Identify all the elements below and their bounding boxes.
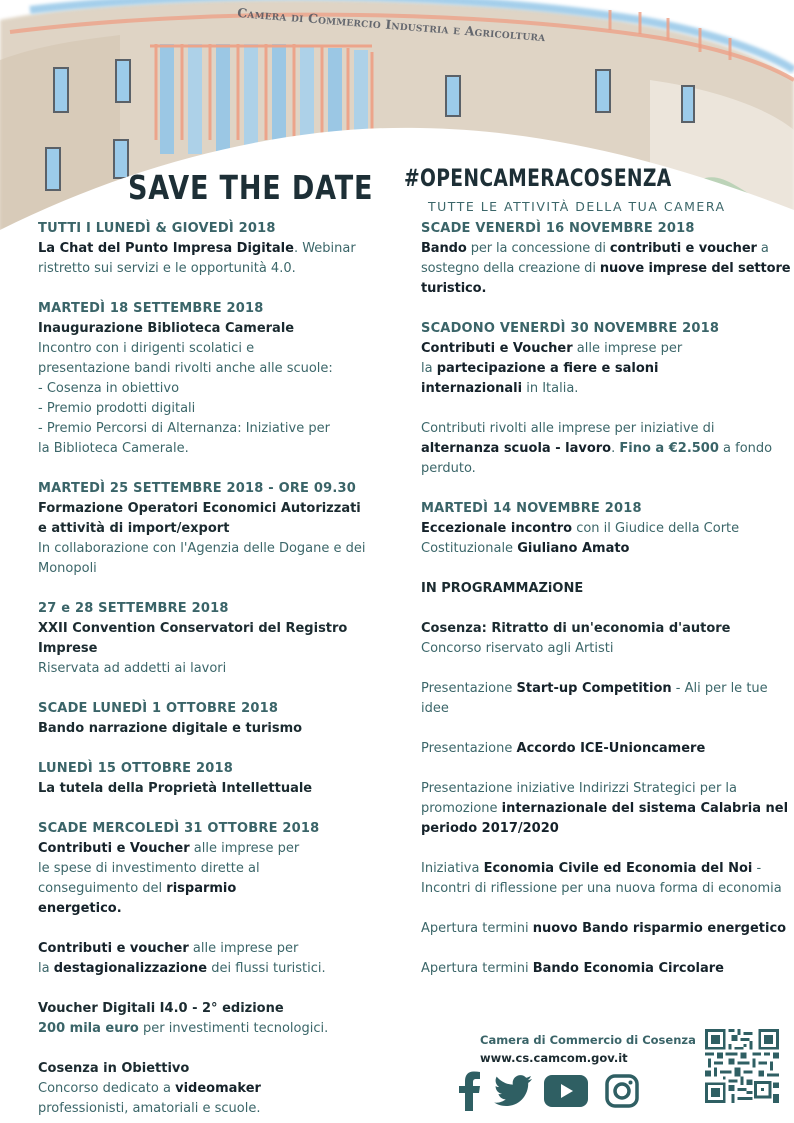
event-description: Riservata ad addetti ai lavori: [38, 661, 227, 676]
event-item: [421, 319, 791, 399]
bold-text: contributi e voucher: [609, 241, 757, 256]
text: per la concessione di: [466, 241, 610, 256]
website-link[interactable]: www.cs.camcom.gov.it: [480, 1051, 628, 1065]
bold-text: Contributi e Voucher: [421, 341, 573, 356]
event-item: [38, 599, 383, 679]
event-title: XXII Convention Conservatori del Registro Imprese: [38, 621, 348, 656]
tagline: TUTTE LE ATTIVITÀ DELLA TUA CAMERA: [428, 199, 726, 214]
event-item: [421, 619, 791, 659]
event-title: La tutela della Proprietà Intellettuale: [38, 781, 313, 796]
event-description-line: Incontro con i dirigenti scolatici e: [38, 341, 255, 356]
event-item: [421, 419, 791, 479]
section-title: IN PROGRAMMAZiONE: [421, 581, 584, 596]
bold-text: energetico.: [38, 901, 122, 916]
organization-name: Camera di Commercio di Cosenza: [480, 1033, 696, 1047]
bold-text: Fino a €2.500: [619, 441, 719, 456]
text: Presentazione: [421, 741, 517, 756]
text: Contributi rivolti alle imprese per iniziative di: [421, 421, 715, 436]
text: alle imprese per: [189, 841, 300, 856]
bold-text: Contributi e Voucher: [38, 841, 190, 856]
bold-text: videomaker: [175, 1081, 261, 1096]
building-watercolor-illustration: [0, 0, 794, 230]
event-item: [38, 699, 383, 739]
event-item: [421, 739, 791, 759]
event-item: [38, 819, 383, 919]
building-inscription: Camera di Commercio Industria e Agricoltura: [236, 5, 547, 45]
event-title: La Chat del Punto Impresa Digitale: [38, 241, 294, 256]
event-item: [38, 759, 383, 799]
twitter-link[interactable]: [494, 1070, 532, 1112]
left-column: [38, 219, 383, 1123]
text: a fondo perduto.: [421, 441, 773, 476]
bold-text: Economia Civile ed Economia del Noi: [483, 861, 753, 876]
bold-text: Bando: [421, 241, 467, 256]
event-item: [421, 919, 791, 939]
text: Presentazione: [421, 681, 517, 696]
facebook-icon: [457, 1071, 481, 1111]
bold-text: alternanza scuola - lavoro: [421, 441, 612, 456]
event-item: [38, 999, 383, 1039]
bold-text: destagionalizzazione: [53, 961, 208, 976]
text: la: [421, 361, 437, 376]
event-description-line: - Premio prodotti digitali: [38, 401, 196, 416]
event-item: [421, 959, 791, 979]
header-illustration: [0, 0, 794, 230]
event-date: TUTTI I LUNEDÌ & GIOVEDÌ 2018: [38, 221, 276, 236]
facebook-link[interactable]: [457, 1070, 481, 1112]
event-title: Cosenza: Ritratto di un'economia d'autore: [421, 621, 731, 636]
text: professionisti, amatoriali e scuole.: [38, 1101, 261, 1116]
text: alle imprese per: [188, 941, 299, 956]
event-date: LUNEDÌ 15 OTTOBRE 2018: [38, 761, 233, 776]
bold-text: internazionale del sistema Calabria nel periodo 2017/2020: [421, 801, 789, 836]
event-title: Bando narrazione digitale e turismo: [38, 721, 303, 736]
section-heading: [421, 579, 791, 599]
text: con il Giudice della Corte Costituzionale: [421, 521, 740, 556]
text: conseguimento del: [38, 881, 167, 896]
bold-text: risparmio: [166, 881, 237, 896]
event-item: [38, 299, 383, 459]
event-item: [421, 679, 791, 719]
text: - Incontri di riflessione per una nuova forma di economia: [421, 861, 782, 896]
event-item: [421, 219, 791, 299]
text: Presentazione iniziative Indirizzi Strategici per la promozione: [421, 781, 737, 816]
event-description: . Webinar ristretto sui servizi e le opportunità 4.0.: [38, 241, 356, 276]
text: in Italia.: [522, 381, 579, 396]
right-column: [421, 219, 791, 999]
event-description-line: la Biblioteca Camerale.: [38, 441, 189, 456]
bold-text: nuove imprese del settore turistico.: [421, 261, 791, 296]
event-item: [38, 219, 383, 279]
event-item: [38, 1059, 383, 1119]
event-item: [38, 939, 383, 979]
event-date: SCADE LUNEDÌ 1 OTTOBRE 2018: [38, 701, 279, 716]
text: Apertura termini: [421, 921, 533, 936]
event-body: [38, 241, 356, 276]
youtube-link[interactable]: [544, 1070, 588, 1112]
event-title-line: e attività di import/export: [38, 521, 230, 536]
event-item: [421, 499, 791, 559]
youtube-icon: [544, 1075, 588, 1107]
bold-text: internazionali: [421, 381, 523, 396]
bold-text: Contributi e voucher: [38, 941, 189, 956]
event-date: SCADONO VENERDÌ 30 NOVEMBRE 2018: [421, 321, 720, 336]
bold-text: 200 mila euro: [38, 1021, 139, 1036]
event-date: 27 e 28 SETTEMBRE 2018: [38, 601, 229, 616]
instagram-link[interactable]: [605, 1070, 639, 1112]
text: per investimenti tecnologici.: [138, 1021, 329, 1036]
instagram-icon: [605, 1074, 639, 1108]
text: la: [38, 961, 54, 976]
event-item: [421, 859, 791, 899]
event-description: In collaborazione con l'Agenzia delle Dogane e dei Monopoli: [38, 541, 366, 576]
text: Apertura termini: [421, 961, 533, 976]
bold-text: Accordo ICE-Unioncamere: [516, 741, 706, 756]
save-the-date-title: SAVE THE DATE: [128, 168, 374, 207]
event-title: Voucher Digitali I4.0 - 2° edizione: [38, 1001, 284, 1016]
event-description: Concorso riservato agli Artisti: [421, 641, 614, 656]
event-description-line: - Cosenza in obiettivo: [38, 381, 180, 396]
text: .: [611, 441, 620, 456]
event-description-line: - Premio Percorsi di Alternanza: Iniziative per: [38, 421, 330, 436]
text: a sostegno della creazione di: [421, 241, 769, 276]
text: le spese di investimento dirette al: [38, 861, 260, 876]
event-title-line: Formazione Operatori Economici Autorizzati: [38, 501, 361, 516]
event-title: Inaugurazione Biblioteca Camerale: [38, 321, 295, 336]
event-description-line: presentazione bandi rivolti anche alle scuole:: [38, 361, 333, 376]
event-item: [38, 479, 383, 579]
bold-text: Bando Economia Circolare: [532, 961, 724, 976]
bold-text: nuovo Bando risparmio energetico: [532, 921, 787, 936]
event-date: MARTEDÌ 18 SETTEMBRE 2018: [38, 301, 264, 316]
text: dei flussi turistici.: [207, 961, 326, 976]
twitter-icon: [494, 1075, 532, 1107]
text: - Ali per le tue idee: [421, 681, 768, 716]
event-date: SCADE VENERDÌ 16 NOVEMBRE 2018: [421, 221, 695, 236]
event-date: SCADE MERCOLEDÌ 31 OTTOBRE 2018: [38, 821, 320, 836]
bold-text: Start-up Competition: [516, 681, 672, 696]
qr-code[interactable]: [705, 1029, 779, 1103]
hashtag-title: #OPENCAMERACOSENZA: [404, 164, 672, 192]
text: Iniziativa: [421, 861, 484, 876]
bold-text: Eccezionale incontro: [421, 521, 573, 536]
text: Concorso dedicato a: [38, 1081, 176, 1096]
bold-text: partecipazione a fiere e saloni: [436, 361, 659, 376]
text: alle imprese per: [572, 341, 683, 356]
event-item: [421, 779, 791, 839]
bold-text: Giuliano Amato: [517, 541, 630, 556]
event-date: MARTEDÌ 14 NOVEMBRE 2018: [421, 501, 642, 516]
event-title: Cosenza in Obiettivo: [38, 1061, 190, 1076]
event-date: MARTEDÌ 25 SETTEMBRE 2018 - ORE 09.30: [38, 481, 356, 496]
